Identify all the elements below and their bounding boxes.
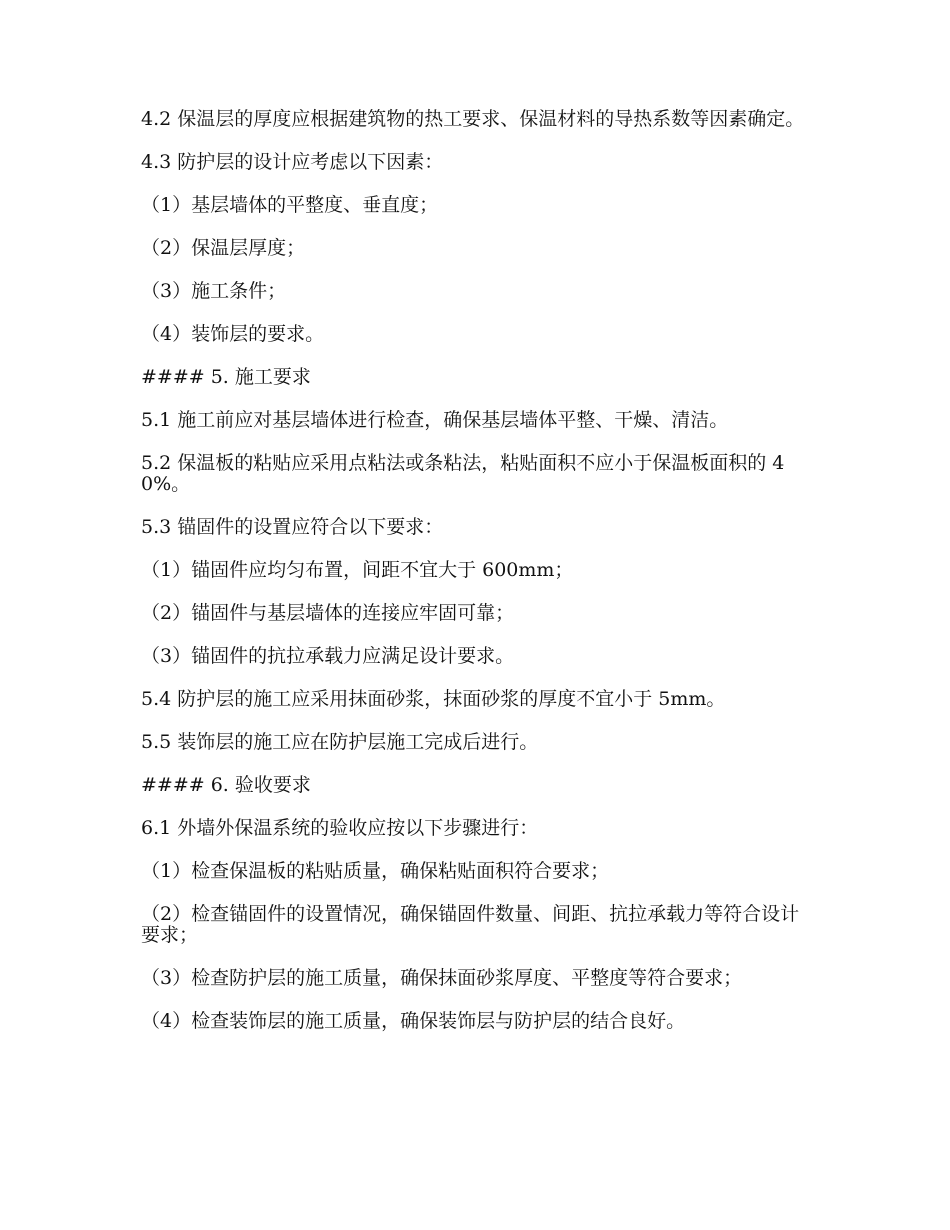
section-heading-6: #### 6. 验收要求 — [141, 774, 311, 796]
list-item: （1）检查保温板的粘贴质量，确保粘贴面积符合要求； — [141, 860, 610, 882]
list-item: （3）锚固件的抗拉承载力应满足设计要求。 — [141, 645, 515, 667]
paragraph-6-1: 6.1 外墙外保温系统的验收应按以下步骤进行： — [141, 817, 539, 839]
section-heading-5: #### 5. 施工要求 — [141, 366, 311, 388]
paragraph-5-1: 5.1 施工前应对基层墙体进行检查，确保基层墙体平整、干燥、清洁。 — [141, 409, 729, 431]
paragraph-5-5: 5.5 装饰层的施工应在防护层施工完成后进行。 — [141, 731, 539, 753]
document-page — [141, 109, 809, 1054]
list-item: （4）检查装饰层的施工质量，确保装饰层与防护层的结合良好。 — [141, 1010, 686, 1032]
list-item: （3）施工条件； — [141, 280, 287, 302]
paragraph-4-3: 4.3 防护层的设计应考虑以下因素： — [141, 151, 444, 173]
list-item: （1）锚固件应均匀布置，间距不宜大于 600mm； — [141, 559, 574, 581]
list-item: （2）锚固件与基层墙体的连接应牢固可靠； — [141, 602, 515, 624]
paragraph-5-2: 5.2 保温板的粘贴应采用点粘法或条粘法，粘贴面积不应小于保温板面积的 40%。 — [141, 452, 785, 495]
list-item: （1）基层墙体的平整度、垂直度； — [141, 194, 439, 216]
list-item: （4）装饰层的要求。 — [141, 323, 325, 345]
list-item: （2）保温层厚度； — [141, 237, 306, 259]
paragraph-5-4: 5.4 防护层的施工应采用抹面砂浆，抹面砂浆的厚度不宜小于 5mm。 — [141, 688, 726, 710]
list-item: （2）检查锚固件的设置情况，确保锚固件数量、间距、抗拉承载力等符合设计要求； — [141, 903, 800, 946]
paragraph-5-3: 5.3 锚固件的设置应符合以下要求： — [141, 516, 444, 538]
paragraph-4-2: 4.2 保温层的厚度应根据建筑物的热工要求、保温材料的导热系数等因素确定。 — [141, 108, 805, 130]
list-item: （3）检查防护层的施工质量，确保抹面砂浆厚度、平整度等符合要求； — [141, 967, 743, 989]
